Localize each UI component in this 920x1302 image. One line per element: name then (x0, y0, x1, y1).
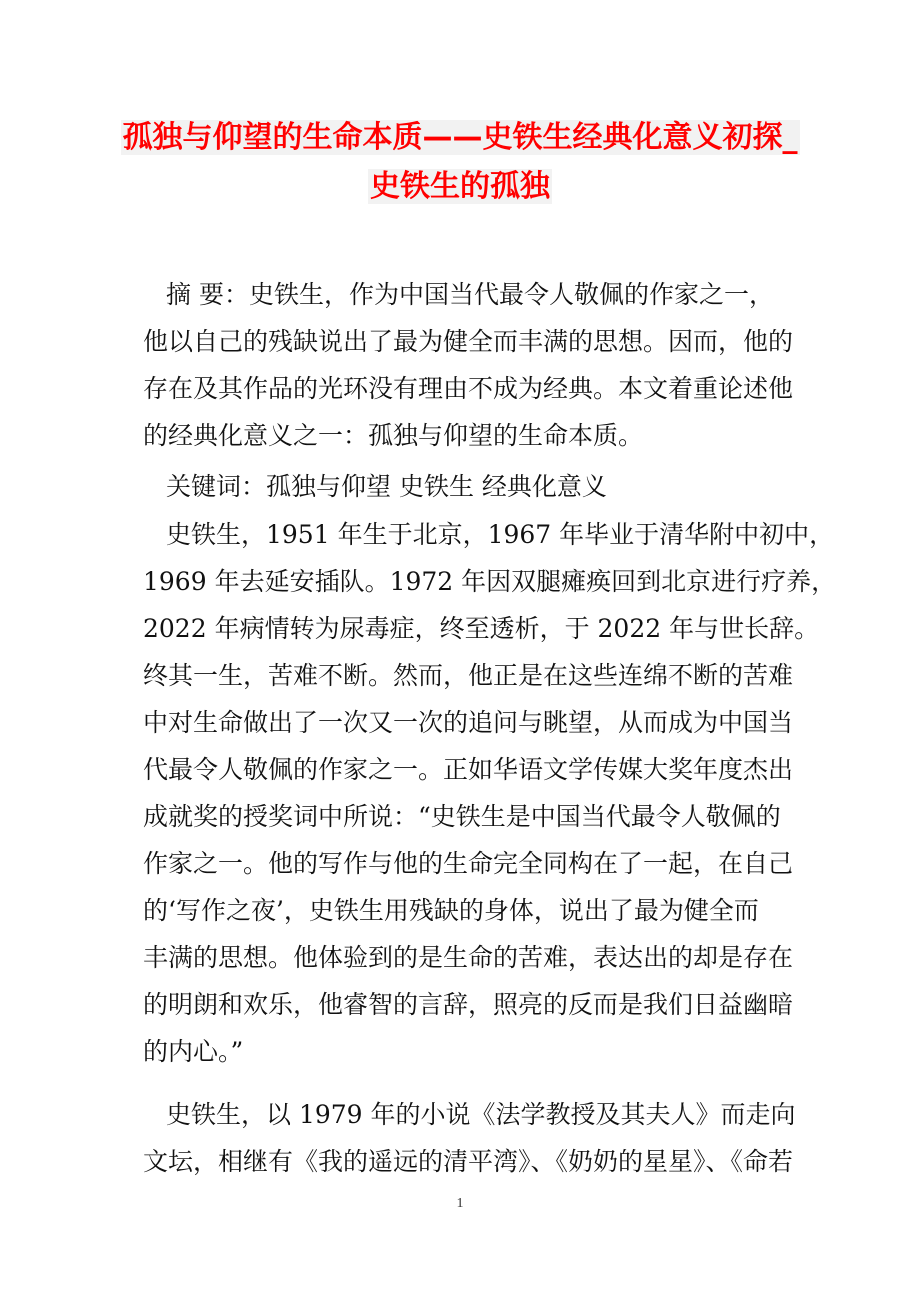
body-line: 代最令人敬佩的作家之一。正如华语文学传媒大奖年度杰出 (143, 755, 794, 784)
abstract-line: 摘 要：史铁生，作为中国当代最令人敬佩的作家之一， (166, 280, 774, 309)
body-line: 史铁生，1951 年生于北京，1967 年毕业于清华附中初中， (166, 520, 835, 549)
body-line: 2022 年病情转为尿毒症，终至透析，于 2022 年与世长辞。 (143, 614, 820, 643)
body-line: 作家之一。他的写作与他的生命完全同构在了一起，在自己 (143, 849, 794, 878)
document-title-line-1 (0, 113, 920, 163)
body-line: 史铁生，以 1979 年的小说《法学教授及其夫人》而走向 (166, 1100, 796, 1129)
abstract-line: 的经典化意义之一：孤独与仰望的生命本质。 (143, 421, 644, 450)
body-line: 丰满的思想。他体验到的是生命的苦难，表达出的却是存在 (143, 943, 794, 972)
body-line: 中对生命做出了一次又一次的追问与眺望，从而成为中国当 (143, 708, 794, 737)
abstract-line: 他以自己的残缺说出了最为健全而丰满的思想。因而，他的 (143, 327, 794, 356)
body-line: 的‘写作之夜’，史铁生用残缺的身体，说出了最为健全而 (143, 896, 759, 925)
body-line: 文坛，相继有《我的遥远的清平湾》、《奶奶的星星》、《命若 (143, 1147, 794, 1176)
body-line: 的内心。” (143, 1037, 244, 1066)
document-title-text-1: 孤独与仰望的生命本质——史铁生经典化意义初探_ (122, 120, 798, 155)
abstract-line: 存在及其作品的光环没有理由不成为经典。本文着重论述他 (143, 374, 794, 403)
page-number: 1 (456, 1196, 464, 1211)
document-title-line-2 (0, 162, 920, 212)
keywords-line: 关键词：孤独与仰望 史铁生 经典化意义 (166, 472, 607, 501)
document-title-text-2: 史铁生的孤独 (370, 169, 550, 204)
body-line: 成就奖的授奖词中所说：“史铁生是中国当代最令人敬佩的 (143, 802, 781, 831)
body-line: 的明朗和欢乐，他睿智的言辞，照亮的反而是我们日益幽暗 (143, 990, 794, 1019)
body-line: 1969 年去延安插队。1972 年因双腿瘫痪回到北京进行疗养， (143, 567, 837, 596)
body-line: 终其一生，苦难不断。然而，他正是在这些连绵不断的苦难 (143, 661, 794, 690)
